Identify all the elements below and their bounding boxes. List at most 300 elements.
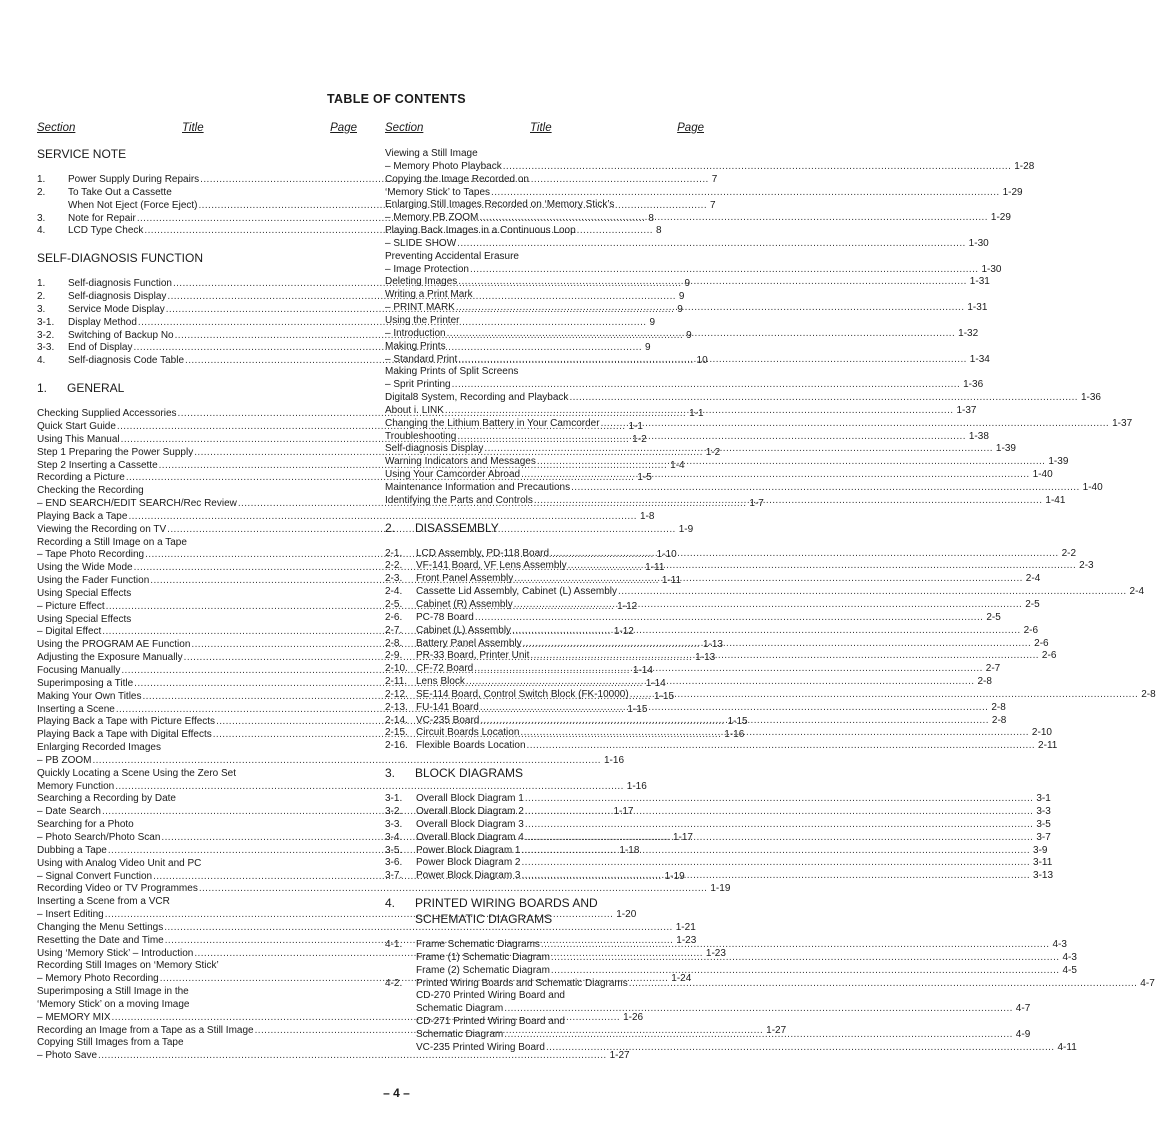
entry-title: Recording a Still Image on a Tape xyxy=(37,536,187,548)
entry-title: Enlarging Recorded Images xyxy=(37,742,161,754)
entry-title: Viewing a Still Image xyxy=(385,148,478,159)
entry-page: 1-27 xyxy=(766,1024,787,1036)
toc-entry xyxy=(385,676,992,689)
dot-leader xyxy=(475,612,984,625)
dot-leader xyxy=(629,978,1138,991)
entry-title: Using the Wide Mode xyxy=(37,562,133,574)
entry-title: ‘Memory Stick’ on a moving Image xyxy=(37,998,190,1010)
entry-page: 1-1 xyxy=(689,408,704,420)
entry-title: About i. LINK xyxy=(385,404,444,416)
toc-entry xyxy=(385,560,1094,573)
toc-entry xyxy=(37,1050,630,1063)
entry-title: – Insert Editing xyxy=(37,909,104,921)
entry-page: 1-19 xyxy=(710,883,731,895)
entry-title: Resetting the Date and Time xyxy=(37,934,164,946)
toc-entry xyxy=(37,780,647,794)
entry-page: 1-17 xyxy=(613,806,634,818)
dot-leader xyxy=(520,727,1029,740)
entry-page: 2-4 xyxy=(1129,586,1144,598)
entry-title: VF-141 Board, VF Lens Assembly xyxy=(416,560,567,572)
entry-title: Front Panel Assembly xyxy=(416,573,514,585)
entry-title: – Picture Effect xyxy=(37,600,105,612)
entry-title: Making Your Own Titles xyxy=(37,690,142,702)
dot-leader xyxy=(569,392,1078,405)
entry-page: 3-1 xyxy=(1036,793,1051,805)
entry-page: 1-31 xyxy=(967,302,988,314)
entry-title: Recording Still Images on ‘Memory Stick’ xyxy=(37,960,219,972)
entry-page: 1-7 xyxy=(749,498,764,510)
entry-number: 3-5. xyxy=(385,844,403,856)
entry-page: 3-7 xyxy=(1036,831,1051,843)
entry-page: 9 xyxy=(677,303,683,315)
entry-page: 2-5 xyxy=(1025,599,1040,610)
entry-page: 1-14 xyxy=(645,677,666,689)
dot-leader xyxy=(525,806,1034,819)
entry-title: CD-271 Printed Wiring Board and xyxy=(416,1016,565,1028)
entry-page: 1-2 xyxy=(632,433,647,445)
toc-entry xyxy=(37,921,696,935)
entry-title: Using the Printer xyxy=(385,314,460,326)
entry-page: 1-17 xyxy=(672,831,693,843)
entry-title: Playing Back a Tape with Picture Effects xyxy=(37,716,216,728)
toc-entry xyxy=(37,858,357,871)
dot-leader xyxy=(521,469,1030,482)
entry-page: 9 xyxy=(645,342,651,354)
toc-entry xyxy=(385,793,1051,806)
entry-title: Searching a Recording by Date xyxy=(37,793,176,805)
dot-leader xyxy=(512,625,1021,638)
dot-leader xyxy=(525,832,1034,845)
entry-title: Overall Block Diagram 2 xyxy=(416,805,524,817)
dot-leader xyxy=(447,328,956,341)
entry-page: 1-41 xyxy=(1045,494,1066,506)
entry-page: 1-38 xyxy=(968,430,989,442)
dot-leader xyxy=(525,819,1034,832)
section-heading-disassembly: 2. DISASSEMBLY xyxy=(385,520,499,535)
toc-entry xyxy=(37,819,357,832)
entry-number: 2-1. xyxy=(385,547,403,559)
toc-entry xyxy=(385,818,1051,832)
dot-leader xyxy=(521,870,1030,883)
toc-entry xyxy=(385,237,989,251)
entry-number: 2-12. xyxy=(385,688,408,700)
entry-number: 4-1. xyxy=(385,939,403,951)
entry-number: 2-5. xyxy=(385,599,403,610)
entry-page: 2-5 xyxy=(986,611,1001,623)
entry-page: 1-1 xyxy=(628,420,643,432)
dot-leader xyxy=(530,650,1039,663)
entry-page: 1-29 xyxy=(1002,186,1023,198)
entry-number: 3-3. xyxy=(385,818,403,830)
toc-entry xyxy=(385,327,979,341)
entry-title: Maintenance Information and Precautions xyxy=(385,481,571,493)
entry-title: Service Mode Display xyxy=(68,303,165,315)
entry-page: 1-34 xyxy=(969,353,990,365)
toc-entry xyxy=(385,870,1054,883)
entry-page: 7 xyxy=(711,174,718,185)
block-diagrams-list xyxy=(385,793,1054,883)
entry-number: 3. xyxy=(37,212,46,224)
dot-leader xyxy=(571,482,1080,495)
entry-number: 2-2. xyxy=(385,560,403,572)
entry-title: Making Prints of Split Screens xyxy=(385,366,519,378)
entry-page: 8 xyxy=(648,212,654,224)
toc-entry xyxy=(385,688,1156,702)
entry-title: End of Display xyxy=(68,342,133,354)
entry-number: 3-4. xyxy=(385,831,403,843)
entry-page: 1-37 xyxy=(1112,417,1133,429)
entry-page: 1-23 xyxy=(676,934,697,946)
toc-entry xyxy=(37,588,357,601)
entry-title: PR-33 Board, Printer Unit xyxy=(416,650,530,662)
entry-title: Switching of Backup No xyxy=(68,329,174,341)
toc-entry xyxy=(385,573,1041,586)
entry-number: 4. xyxy=(37,225,46,237)
entry-title: Superimposing a Still Image in the xyxy=(37,986,189,998)
entry-page: 2-8 xyxy=(991,701,1006,713)
entry-title: Inserting a Scene xyxy=(37,703,115,715)
entry-number: 2-15. xyxy=(385,727,408,739)
toc-entry xyxy=(385,805,1051,819)
entry-page: 1-10 xyxy=(656,549,677,561)
entry-page: 4-3 xyxy=(1062,951,1077,963)
entry-number: 2. xyxy=(37,291,46,303)
entry-page: 1-15 xyxy=(727,716,748,728)
entry-title: PC-78 Board xyxy=(416,611,474,623)
entry-title: Changing the Lithium Battery in Your Camcorder xyxy=(385,417,600,429)
entry-title: Dubbing a Tape xyxy=(37,844,107,856)
entry-page: 1-11 xyxy=(661,575,682,587)
entry-page: 1-39 xyxy=(995,443,1016,455)
entry-page: 1-2 xyxy=(705,446,721,458)
entry-page: 2-4 xyxy=(1025,573,1041,585)
entry-page: 4-9 xyxy=(1015,1028,1031,1040)
toc-entry xyxy=(385,1016,704,1029)
entry-title: Checking the Recording xyxy=(37,485,144,497)
entry-page: 1-13 xyxy=(695,652,716,664)
entry-number: 2-6. xyxy=(385,611,403,623)
toc-entry xyxy=(385,174,704,187)
entry-page: 9 xyxy=(678,291,685,303)
toc-entry xyxy=(37,986,357,999)
entry-title: – Memory Photo Playback xyxy=(385,160,502,172)
toc-entry xyxy=(385,404,977,418)
toc-entry xyxy=(385,353,990,367)
entry-title: LCD Assembly, PD-118 Board xyxy=(416,547,550,559)
dot-leader xyxy=(541,939,1050,952)
entry-title: Identifying the Parts and Controls xyxy=(385,494,533,506)
entry-page: 1-28 xyxy=(1014,160,1035,172)
entry-page: 1-26 xyxy=(623,1011,644,1023)
entry-title: Power Block Diagram 3 xyxy=(416,870,521,882)
toc-entry xyxy=(37,187,357,200)
entry-page: 3-3 xyxy=(1036,805,1051,817)
entry-title: – Introduction xyxy=(385,327,446,339)
entry-page: 2-2 xyxy=(1061,547,1077,559)
entry-page: 1-31 xyxy=(969,276,990,288)
entry-page: 4-7 xyxy=(1015,1003,1031,1015)
entry-page: 2-7 xyxy=(985,663,1001,675)
toc-entry xyxy=(385,1041,1077,1055)
dot-leader xyxy=(504,1029,1013,1042)
toc-entry xyxy=(385,831,1051,845)
entry-page: 1-11 xyxy=(645,562,665,574)
toc-entry xyxy=(385,857,1053,870)
entry-title: LCD Type Check xyxy=(68,225,144,237)
section-heading-service-note: SERVICE NOTE xyxy=(37,147,127,161)
entry-page: 2-6 xyxy=(1023,624,1039,636)
dot-leader xyxy=(550,548,1059,561)
entry-title: – Photo Search/Photo Scan xyxy=(37,831,161,843)
entry-page: 9 xyxy=(649,316,656,328)
dot-leader xyxy=(514,573,1023,586)
entry-page: 1-36 xyxy=(1080,392,1101,404)
entry-title: – Memory Photo Recording xyxy=(37,973,159,985)
entry-page: 1-32 xyxy=(958,327,979,339)
entry-title: To Take Out a Cassette xyxy=(68,186,172,198)
entry-title: Digital8 System, Recording and Playback xyxy=(385,392,569,404)
entry-number: 2-16. xyxy=(385,740,408,752)
toc-entry xyxy=(385,611,1001,625)
toc-entry xyxy=(37,485,357,498)
entry-title: Superimposing a Title xyxy=(37,677,134,689)
page-number: – 4 – xyxy=(383,1086,410,1100)
dot-leader xyxy=(474,663,983,676)
entry-number: 4-2. xyxy=(385,977,403,989)
entry-title: Using Your Camcorder Abroad xyxy=(385,469,521,481)
entry-page: 1-4 xyxy=(670,459,685,471)
toc-entry xyxy=(385,251,704,264)
entry-title: Enlarging Still Images Recorded on ‘Memory Stick’s xyxy=(385,199,615,211)
entry-title: Self-diagnosis Function xyxy=(68,278,172,290)
dot-leader xyxy=(470,264,979,277)
entry-title: ‘Memory Stick’ to Tapes xyxy=(385,186,491,198)
entry-page: 1-15 xyxy=(627,703,648,715)
entry-page: 1-37 xyxy=(956,404,977,416)
entry-title: – SLIDE SHOW xyxy=(385,237,457,249)
entry-title: – Image Protection xyxy=(385,263,469,275)
entry-title: Copying Still Images from a Tape xyxy=(37,1037,184,1049)
dot-leader xyxy=(466,676,975,689)
column-header xyxy=(37,120,357,144)
entry-number: 2. xyxy=(37,186,46,198)
dot-leader xyxy=(480,702,989,715)
entry-page: 1-9 xyxy=(678,523,694,535)
dot-leader xyxy=(568,560,1077,573)
toc-entry xyxy=(385,456,1069,469)
toc-entry xyxy=(37,960,357,973)
toc-entry xyxy=(385,1003,1031,1016)
entry-page: 2-6 xyxy=(1041,650,1057,662)
entry-title: Schematic Diagram xyxy=(416,1028,504,1040)
toc-entry xyxy=(385,276,990,289)
entry-page: 10 xyxy=(696,355,708,367)
entry-number: 2-9. xyxy=(385,650,403,662)
entry-number: 2-10. xyxy=(385,663,408,675)
entry-page: 9 xyxy=(684,278,691,290)
dot-leader xyxy=(537,456,1046,469)
entry-page: 1-12 xyxy=(617,600,638,612)
entry-title: – Tape Photo Recording xyxy=(37,549,145,561)
entry-title: – END SEARCH/EDIT SEARCH/Rec Review xyxy=(37,498,237,510)
entry-title: Using the Fader Function xyxy=(37,575,150,587)
toc-entry xyxy=(385,939,1067,952)
dot-leader xyxy=(618,586,1127,599)
entry-title: Cabinet (L) Assembly xyxy=(416,624,512,636)
entry-title: Power Supply During Repairs xyxy=(68,174,200,185)
entry-page: 3-9 xyxy=(1033,844,1048,856)
entry-title: CF-72 Board xyxy=(416,663,474,675)
section-heading-self-diagnosis: SELF-DIAGNOSIS FUNCTION xyxy=(37,251,204,266)
entry-title: – MEMORY MIX xyxy=(37,1011,111,1023)
entry-page: 1-24 xyxy=(671,973,692,985)
entry-title: Quickly Locating a Scene Using the Zero Set xyxy=(37,767,236,779)
entry-title: Using ‘Memory Stick’ – Introduction xyxy=(37,947,194,959)
entry-title: Copying the Image Recorded on xyxy=(385,173,529,185)
entry-title: Frame Schematic Diagrams xyxy=(416,939,540,951)
entry-page: 8 xyxy=(655,225,662,237)
entry-title: Cabinet (R) Assembly xyxy=(416,599,513,610)
entry-title: Overall Block Diagram 4 xyxy=(416,831,524,843)
toc-entry xyxy=(37,793,357,806)
entry-page: 1-39 xyxy=(1048,456,1069,468)
entry-number: 2-8. xyxy=(385,637,403,649)
toc-entry xyxy=(385,186,1023,200)
entry-title: Power Block Diagram 2 xyxy=(416,857,521,869)
dot-leader xyxy=(551,952,1060,965)
dot-leader xyxy=(504,1003,1013,1016)
section-heading-block-diagrams: 3. BLOCK DIAGRAMS xyxy=(385,766,524,781)
entry-number: 2-4. xyxy=(385,586,403,598)
entry-title: Warning Indicators and Messages xyxy=(385,456,536,468)
entry-title: Power Block Diagram 1 xyxy=(416,844,521,856)
entry-title: Recording a Picture xyxy=(37,472,125,484)
dot-leader xyxy=(630,689,1139,702)
entry-title: Overall Block Diagram 3 xyxy=(416,818,524,830)
toc-entry xyxy=(385,315,704,328)
dot-leader xyxy=(484,443,993,456)
entry-title: Display Method xyxy=(68,316,137,328)
toc-entry xyxy=(385,844,1048,858)
entry-page: 1-16 xyxy=(724,729,745,741)
entry-title: – PB ZOOM xyxy=(37,754,92,766)
toc-entry xyxy=(385,586,1144,599)
entry-title: Step 1 Preparing the Power Supply xyxy=(37,446,194,458)
entry-page: 9 xyxy=(686,329,692,341)
dot-leader xyxy=(457,238,966,251)
entry-page: 1-21 xyxy=(675,921,696,933)
entry-title: – Sprit Printing xyxy=(385,379,451,391)
entry-title: CD-270 Printed Wiring Board and xyxy=(416,990,565,1002)
toc-entry xyxy=(385,263,1002,277)
entry-title: Note for Repair xyxy=(68,212,136,224)
page-title: TABLE OF CONTENTS xyxy=(327,92,466,106)
entry-number: 2-7. xyxy=(385,624,403,636)
entry-title: Deleting Images xyxy=(385,276,458,288)
entry-page: 1-27 xyxy=(609,1050,630,1062)
header-title: Title xyxy=(530,122,552,134)
toc-entry xyxy=(385,160,1035,174)
dot-leader xyxy=(458,354,967,367)
toc-entry xyxy=(385,624,1039,638)
entry-title: – Memory PB ZOOM xyxy=(385,212,479,224)
toc-entry xyxy=(37,742,357,755)
toc-entry xyxy=(385,430,989,444)
entry-title: Frame (1) Schematic Diagram xyxy=(416,951,550,963)
toc-entry xyxy=(37,614,357,627)
entry-number: 3-1. xyxy=(385,793,403,805)
entry-page: 2-10 xyxy=(1031,727,1052,739)
dot-leader xyxy=(458,276,967,289)
entry-page: 1-40 xyxy=(1082,481,1103,493)
entry-title: Using the PROGRAM AE Function xyxy=(37,639,191,651)
header-title: Title xyxy=(182,122,204,134)
toc-entry xyxy=(385,663,1001,676)
toc-entry xyxy=(385,379,984,392)
toc-entry xyxy=(37,909,637,922)
entry-title: – Digital Effect xyxy=(37,626,102,638)
dot-leader xyxy=(534,495,1043,508)
entry-title: Self-diagnosis Display xyxy=(68,291,167,303)
entry-title: Lens Block xyxy=(416,676,465,688)
toc-entry xyxy=(385,481,1103,495)
entry-page: 4-11 xyxy=(1057,1041,1077,1053)
entry-number: 2-13. xyxy=(385,701,408,713)
dot-leader xyxy=(480,715,989,728)
entry-title: Step 2 Inserting a Cassette xyxy=(37,459,158,471)
entry-title: Flexible Boards Location xyxy=(416,740,526,752)
column-header xyxy=(385,120,704,144)
entry-title: VC-235 Printed Wiring Board xyxy=(416,1041,545,1053)
entry-title: Searching for a Photo xyxy=(37,819,134,831)
entry-title: FU-141 Board xyxy=(416,701,479,713)
dot-leader xyxy=(479,212,988,225)
dot-leader xyxy=(525,793,1034,806)
entry-title: Self-diagnosis Code Table xyxy=(68,355,185,367)
entry-title: – Standard Print xyxy=(385,353,458,365)
dot-leader xyxy=(527,740,1036,753)
entry-title: Cassette Lid Assembly, Cabinet (L) Assembly xyxy=(416,586,618,598)
dot-leader xyxy=(452,379,961,392)
entry-number: 3-2. xyxy=(385,805,403,817)
entry-page: 1-18 xyxy=(619,844,640,856)
entry-number: 3. xyxy=(37,303,46,315)
toc-entry xyxy=(385,341,704,354)
entry-title: Recording Video or TV Programmes xyxy=(37,883,198,895)
entry-page: 1-40 xyxy=(1032,469,1053,481)
dot-leader xyxy=(456,302,965,315)
entry-title: Troubleshooting xyxy=(385,430,457,442)
toc-entry xyxy=(385,701,1006,715)
entry-number: 1. xyxy=(37,174,46,185)
header-page: Page xyxy=(677,122,704,134)
entry-title: Quick Start Guide xyxy=(37,420,116,432)
entry-page: 2-8 xyxy=(977,676,992,688)
entry-page: 2-6 xyxy=(1034,637,1049,649)
entry-page: 1-8 xyxy=(639,510,655,522)
entry-title: Adjusting the Exposure Manually xyxy=(37,652,183,664)
entry-title: Self-diagnosis Display xyxy=(385,443,484,455)
entry-page: 1-5 xyxy=(637,472,652,484)
toc-entry xyxy=(37,1037,357,1050)
toc-entry xyxy=(37,754,624,768)
entry-title: Printed Wiring Boards and Schematic Diagrams xyxy=(416,977,628,989)
entry-number: 3-1. xyxy=(37,316,55,328)
header-section: Section xyxy=(385,122,424,134)
dot-leader xyxy=(491,187,1000,200)
toc-entry xyxy=(385,148,704,161)
toc-entry xyxy=(37,883,731,896)
